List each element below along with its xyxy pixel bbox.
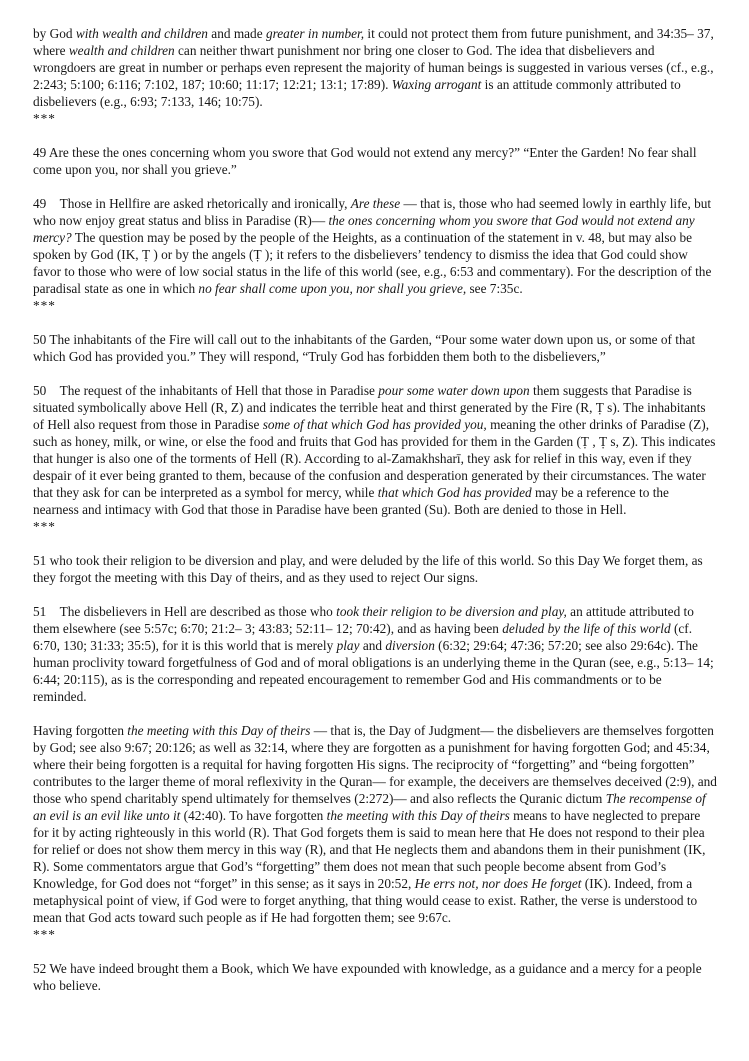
text-run: see 7:35c. — [466, 281, 523, 296]
italic-text-run: greater in number, — [265, 26, 365, 41]
italic-text-run: the ones concerning whom you swore that God would not extend any mercy? — [33, 213, 699, 245]
italic-text-run: play — [336, 638, 360, 653]
text-run: 50 The request of the inhabitants of Hell that those in Paradise — [33, 383, 379, 398]
italic-text-run: Are these — [350, 196, 401, 211]
italic-text-run: that which God has provided — [377, 485, 532, 500]
italic-text-run: Waxing arrogant — [391, 77, 482, 92]
text-content — [33, 25, 721, 994]
text-run: — that is, those who had seemed lowly in earthly life, but who now enjoy great status and bliss in Paradise (R)— — [33, 196, 715, 228]
text-run: is an attitude commonly attributed to disbelievers (e.g., 6:93; 7:133, 146; 10:75). — [33, 77, 685, 109]
text-run: (cf. 6:70, 130; 31:33; 35:5), for it is this world that is merely — [33, 621, 696, 653]
italic-text-run: deluded by the life of this world — [502, 621, 671, 636]
text-run: may be a reference to the nearness and intimacy with God that those in Paradise have been granted (Su). Both are denied to those in Hell. — [33, 485, 673, 517]
text-run: 50 The inhabitants of the Fire will call out to the inhabitants of the Garden, “Pour some water down upon us, or some of that which God has provided you.” They will respond, “Truly God has forbidden them both to the disbelievers,” — [33, 332, 699, 364]
section-separator: *** — [33, 298, 56, 313]
text-run: 49 Are these the ones concerning whom you swore that God would not extend any mercy?” “Enter the Garden! No fear shall come upon you, nor shall you grieve.” — [33, 145, 700, 177]
text-run: (42:40). To have forgotten — [180, 808, 327, 823]
body-paragraph — [33, 25, 718, 110]
verse-paragraph — [33, 960, 718, 994]
verse-paragraph — [33, 331, 718, 365]
italic-text-run: with wealth and children — [75, 26, 208, 41]
verse-paragraph — [33, 552, 718, 586]
text-run: them suggests that Paradise is situated symbolically above Hell (R, Z) and indicates the terrible heat and thirst generated by the Fire (R, Ṭ s). The inhabitants of Hell also request from those in Paradise — [33, 383, 709, 432]
text-run: (IK). Indeed, from a metaphysical point of view, if God were to forget anything, that thing would cease to exist. Rather, the verse is understood to mean that God acts toward such people as if He had forgotten them; see 9:67c. — [33, 876, 701, 925]
commentary-paragraph — [33, 382, 718, 518]
section-separator: *** — [33, 111, 56, 126]
body-paragraph — [33, 722, 721, 926]
italic-text-run: the meeting with this Day of theirs — [127, 723, 311, 738]
section-separator: *** — [33, 519, 56, 534]
text-run: an attitude attributed to them elsewhere (see 5:57c; 6:70; 21:2– 3; 43:83; 52:11– 12; 70:42), and as having been — [33, 604, 698, 636]
italic-text-run: diversion — [385, 638, 435, 653]
verse-paragraph — [33, 144, 718, 178]
section-separator: *** — [33, 927, 56, 942]
text-run: and — [359, 638, 386, 653]
text-run: — that is, the Day of Judgment— the disbelievers are themselves forgotten by God; see also 9:67; 20:126; as well as 32:14, where they are forgotten as a punishment for having forgotten God; and 45:34, where their being forgotten is a requital for having forgotten His signs. The reciprocity of “forgetting” and “being forgotten” contributes to the larger theme of moral reflexivity in the Quran— for example, the deceivers are themselves deceived (2:9), and those who spend charitably spend ultimately for themselves (2:272)— and also reflects the Quranic dictum — [33, 723, 721, 806]
text-run: by God — [33, 26, 76, 41]
text-run: 51 who took their religion to be diversion and play, and were deluded by the life of this world. So this Day We forget them, as they forgot the meeting with this Day of theirs, and as they used to reject Our signs. — [33, 553, 706, 585]
text-run: 52 We have indeed brought them a Book, which We have expounded with knowledge, as a guidance and a mercy for a people who believe. — [33, 961, 705, 993]
text-run: 51 The disbelievers in Hell are described as those who — [33, 604, 337, 619]
text-run: and made — [207, 26, 266, 41]
italic-text-run: the meeting with this Day of theirs — [326, 808, 510, 823]
italic-text-run: some of that which God has provided you, — [262, 417, 487, 432]
italic-text-run: wealth and children — [68, 43, 175, 58]
text-run: (6:32; 29:64; 47:36; 57:20; see also 29:64c). The human proclivity toward forgetfulness of God and of moral obligations is an underlying theme in the Quran (see, e.g., 5:13– 14; 6:44; 20:115), as is the corresponding and repeated encouragement to remember God and His commandments or to be reminded. — [33, 638, 718, 704]
commentary-paragraph — [33, 195, 718, 297]
commentary-paragraph — [33, 603, 718, 705]
text-run: Having forgotten — [33, 723, 128, 738]
text-run: The question may be posed by the people of the Heights, as a continuation of the statement in v. 48, but may also be spoken by God (IK, Ṭ ) or by the angels (Ṭ ); it refers to the disbelievers’ tendency to dismiss the idea that God could show favor to those who were of low social status in the life of this world (see, e.g., 6:53 and commentary). For the description of the paradisal state as one in which — [33, 230, 715, 296]
italic-text-run: pour some water down upon — [378, 383, 530, 398]
text-run: it could not protect them from future punishment, and 34:35– 37, where — [33, 26, 718, 58]
italic-text-run: The recompense of an evil is an evil like unto it — [33, 791, 710, 823]
text-run: meaning the other drinks of Paradise (Z), such as honey, milk, or wine, or else the food and fruits that God has provided for them in the Garden (Ṭ , Ṭ s, Z). This indicates that hunger is also one of the torments of Hell (R). According to al-Zamakhsharī, they ask for relief in this way, even if they despair of it ever being granted to them, because of the confusion and desperation generated by their circumstances. The water that they ask for can be interpreted as a symbol for mercy, while — [33, 417, 719, 500]
text-run: means to have neglected to prepare for it by acting righteously in this world (R). That God forgets them is said to mean here that He does not respond to their plea for relief or does not show them mercy in this way (R), and that He neglects them and abandons them in their punishment (IK, R). Some commentators argue that God’s “forgetting” them does not mean that such people become absent from God’s Knowledge, for God does not “forget” in this sense; as it says in 20:52, — [33, 808, 709, 891]
text-run: 49 Those in Hellfire are asked rhetorically and ironically, — [33, 196, 351, 211]
text-run: can neither thwart punishment nor bring one closer to God. The idea that disbelievers and wrongdoers are great in number or perhaps even represent the majority of human beings is suggested in various verses (cf., e.g., 2:243; 5:100; 6:116; 7:102, 187; 10:60; 11:17; 12:21; 13:1; 17:89). — [33, 43, 717, 92]
italic-text-run: took their religion to be diversion and play, — [336, 604, 567, 619]
italic-text-run: no fear shall come upon you, nor shall you grieve, — [198, 281, 467, 296]
italic-text-run: He errs not, nor does He forget — [414, 876, 582, 891]
